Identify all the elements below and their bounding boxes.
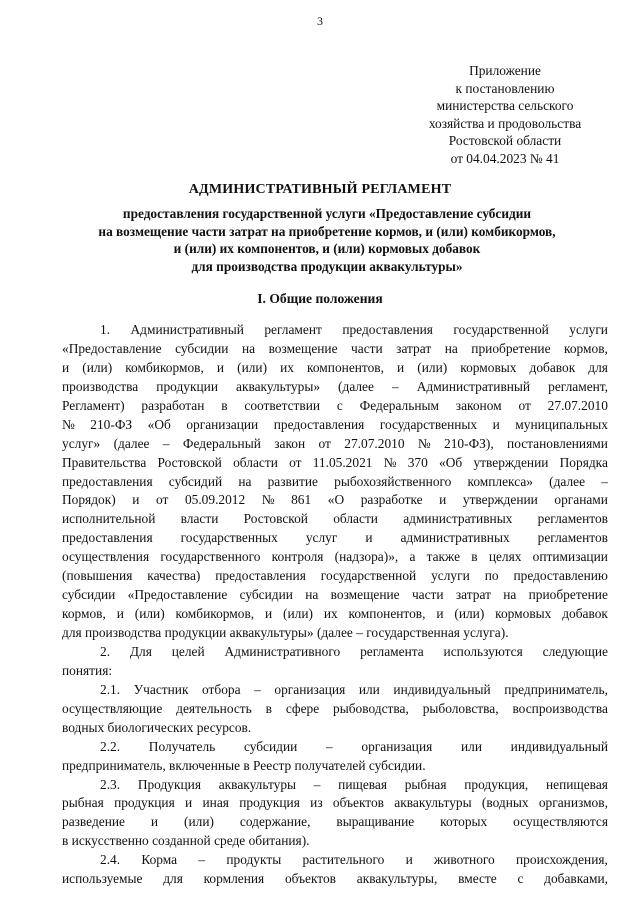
word: используемые xyxy=(62,871,143,887)
appendix-line: от 04.04.2023 № 41 xyxy=(450,150,560,166)
word: животного xyxy=(434,852,495,868)
word: регламента xyxy=(360,643,424,659)
body-line xyxy=(62,851,608,870)
word: осуществляются xyxy=(513,814,608,830)
word: по xyxy=(484,568,499,584)
body-line xyxy=(62,529,608,548)
word: административных xyxy=(403,511,513,527)
body-line xyxy=(62,605,608,624)
appendix-line: Ростовской области xyxy=(448,133,562,149)
word: 210-ФЗ xyxy=(90,416,133,432)
body-line xyxy=(62,321,608,340)
word: постановлениями xyxy=(507,435,608,451)
word: (или) xyxy=(184,814,214,830)
body-line xyxy=(62,681,608,700)
word: из xyxy=(310,795,323,811)
word: Для xyxy=(129,643,152,659)
word: (или) xyxy=(237,359,268,375)
word: области xyxy=(333,511,378,527)
word: на xyxy=(241,340,256,356)
word: области xyxy=(233,454,278,470)
word: а xyxy=(409,549,416,565)
word: оптимизации xyxy=(532,549,608,565)
word: соответствии xyxy=(244,397,321,413)
word: выращивание xyxy=(336,814,415,830)
word: Продукция xyxy=(137,776,201,792)
word: № xyxy=(261,492,275,508)
word: услуг» xyxy=(62,435,101,451)
body-line xyxy=(62,700,608,719)
word: – xyxy=(254,681,261,697)
word: комбикормов, xyxy=(175,606,255,622)
word: кормления xyxy=(203,871,265,887)
subtitle-line: предоставления государственной услуги «Предоставление субсидии xyxy=(122,206,532,221)
word: предоставления xyxy=(215,568,306,584)
word: на xyxy=(503,587,517,603)
word: приобретение xyxy=(471,340,551,356)
word: кормовых xyxy=(460,359,517,375)
word: № xyxy=(417,435,431,451)
word: от xyxy=(518,397,531,413)
word: (далее xyxy=(549,473,586,489)
word: разработан xyxy=(141,397,205,413)
word: рыбная xyxy=(404,776,447,792)
body-line xyxy=(62,643,608,662)
word: объектов xyxy=(284,871,337,887)
word: 2.2. xyxy=(100,738,121,754)
word: Федеральный xyxy=(182,435,261,451)
word: осуществляющие xyxy=(62,700,163,716)
word: Порядка xyxy=(559,454,608,470)
word: контроля xyxy=(271,549,324,565)
word: 27.07.2010 xyxy=(344,435,405,451)
word: регламентов xyxy=(537,511,608,527)
word: 370 xyxy=(407,454,428,470)
subtitle-line: для производства продукции аквакультуры» xyxy=(191,258,463,274)
word: (или) xyxy=(283,606,313,622)
word: № xyxy=(62,416,75,432)
word: Административный xyxy=(416,378,531,394)
word: 861 xyxy=(291,492,312,508)
word: Регламент) xyxy=(62,397,125,413)
word: с xyxy=(517,871,524,887)
word: «О xyxy=(327,492,345,508)
section-heading: I. Общие положения xyxy=(257,291,383,306)
word: рыбохозяйственного xyxy=(334,473,452,489)
word: кормов, xyxy=(564,340,608,356)
word: органами xyxy=(554,492,608,508)
appendix-line: к постановлению xyxy=(455,80,555,96)
body-line xyxy=(62,378,608,397)
word: организация xyxy=(361,738,433,754)
word: (или) xyxy=(82,359,113,375)
word: рыболовства, xyxy=(422,700,499,716)
word: аквакультуры xyxy=(218,776,297,792)
word: и xyxy=(62,359,70,375)
word: от xyxy=(318,435,331,451)
word: законом xyxy=(455,397,502,413)
word: государственных xyxy=(180,530,278,546)
word: для xyxy=(163,871,183,887)
word: Федеральным xyxy=(359,397,439,413)
body-line xyxy=(62,416,608,435)
word: субсидии xyxy=(175,340,229,356)
body-line xyxy=(62,491,608,510)
body-line xyxy=(62,548,608,567)
word: и xyxy=(150,814,159,830)
word: «Предоставление xyxy=(127,587,228,603)
word: и xyxy=(492,416,500,432)
word: используются xyxy=(443,643,523,659)
word: производства xyxy=(62,378,139,394)
body-text xyxy=(62,321,608,889)
word: Корма xyxy=(141,852,178,868)
word: разведение xyxy=(62,814,125,830)
word: – xyxy=(391,378,399,394)
word: возмещение xyxy=(330,587,400,603)
subtitle-line: на возмещение части затрат на приобретение кормов, и (или) комбикормов, xyxy=(98,223,556,239)
word: качества) xyxy=(147,568,201,584)
word: части xyxy=(411,587,444,603)
word: вместе xyxy=(458,871,497,887)
word: продукция, xyxy=(464,776,529,792)
word: кормов, xyxy=(62,606,106,622)
word: (или) xyxy=(134,606,165,622)
body-line xyxy=(62,813,608,832)
word: следующие xyxy=(542,643,608,659)
word: предоставления xyxy=(62,473,153,489)
word: добавками, xyxy=(544,871,608,887)
word: организации xyxy=(186,416,259,432)
word: 2.3. xyxy=(100,776,121,792)
word: государственной xyxy=(320,568,417,584)
word: Административный xyxy=(130,322,244,337)
word: 2.4. xyxy=(100,852,121,868)
word: от xyxy=(156,492,169,508)
word: индивидуальный xyxy=(393,681,491,697)
word: предоставления xyxy=(273,416,365,432)
word: приобретение xyxy=(528,587,608,603)
word: добавок xyxy=(529,359,576,375)
word: аквакультуры, xyxy=(356,871,438,887)
word: Административного xyxy=(224,643,341,659)
word: – xyxy=(326,738,333,754)
word: Порядок) xyxy=(62,492,116,508)
word: (повышения xyxy=(62,568,133,584)
word: предоставления xyxy=(62,530,153,546)
word: субсидий xyxy=(168,473,223,489)
word: которых xyxy=(440,814,488,830)
word: рыбная xyxy=(62,795,104,811)
word: возмещение xyxy=(268,340,338,356)
word: регламент xyxy=(264,322,322,337)
word: или xyxy=(358,681,380,697)
word: (водных xyxy=(481,795,529,811)
word: сфере xyxy=(285,700,320,716)
word: – xyxy=(162,435,170,451)
word: целей xyxy=(171,643,205,659)
word: организмов, xyxy=(538,795,608,811)
word: утверждении xyxy=(473,454,549,470)
word: и xyxy=(365,530,373,546)
word: также xyxy=(426,549,461,565)
word: услуг xyxy=(305,530,338,546)
word: целях xyxy=(488,549,522,565)
word: для xyxy=(588,359,608,375)
word: компонентов, xyxy=(348,606,426,622)
word: комплекса» xyxy=(467,473,533,489)
appendix-line: Приложение xyxy=(469,63,541,78)
word: на xyxy=(238,473,252,489)
word: от xyxy=(289,454,302,470)
word: 1. xyxy=(100,322,111,337)
word: «Предоставление xyxy=(62,340,162,356)
word: (или) xyxy=(417,359,448,375)
word: субсидии xyxy=(62,587,116,603)
word: государственного xyxy=(160,549,261,565)
word: субсидии xyxy=(239,587,293,603)
word: – xyxy=(313,776,321,792)
word: в xyxy=(265,700,272,716)
word: непищевая xyxy=(545,776,608,792)
word: (или) xyxy=(454,606,485,622)
word: кормовых xyxy=(495,606,552,622)
body-line xyxy=(62,435,608,454)
body-line xyxy=(62,738,608,757)
word: продукция xyxy=(239,795,300,811)
word: происхождения, xyxy=(516,852,608,868)
word: воспроизводства xyxy=(512,700,608,716)
word: предприниматель, xyxy=(504,681,608,697)
word: муниципальных xyxy=(515,416,608,432)
word: с xyxy=(336,397,343,413)
body-line xyxy=(62,359,608,378)
appendix-line: министерства сельского xyxy=(436,98,574,114)
body-line xyxy=(62,870,608,889)
word: 27.07.2010 xyxy=(547,397,608,413)
word: 05.09.2012 xyxy=(184,492,246,508)
word: их xyxy=(323,606,338,622)
document-subtitle xyxy=(60,205,594,275)
word: Получатель xyxy=(148,738,216,754)
body-line: понятия: xyxy=(62,662,113,678)
word: 2. xyxy=(100,643,111,659)
word: Ростовской xyxy=(243,511,308,527)
body-line xyxy=(62,473,608,492)
word: и xyxy=(439,492,447,508)
body-line xyxy=(62,397,608,416)
word: и xyxy=(116,606,124,622)
word: развитие xyxy=(267,473,318,489)
word: закон xyxy=(274,435,306,451)
word: и xyxy=(405,852,413,868)
word: индивидуальный xyxy=(510,738,608,754)
word: Правительства xyxy=(62,454,147,470)
word: субсидии xyxy=(243,738,298,754)
word: и xyxy=(264,606,273,622)
word: аквакультуры xyxy=(394,795,472,811)
word: затрат xyxy=(455,587,491,603)
word: растительного xyxy=(302,852,385,868)
word: предоставлению xyxy=(513,568,608,584)
word: предоставления xyxy=(342,322,433,337)
body-line xyxy=(62,567,608,586)
word: пищевая xyxy=(338,776,388,792)
word: на xyxy=(305,587,319,603)
appendix-line: хозяйства и продовольства xyxy=(428,115,582,131)
word: аквакультуры» xyxy=(236,378,321,394)
word: и xyxy=(436,606,444,622)
body-line xyxy=(62,776,608,795)
body-line xyxy=(62,510,608,529)
body-line: в искусственно созданной среде обитания). xyxy=(62,833,310,849)
word: комбикормов, xyxy=(125,359,204,375)
word: иная xyxy=(202,795,229,811)
word: организация xyxy=(274,681,346,697)
word: и xyxy=(397,359,405,375)
word: (далее xyxy=(113,435,150,451)
word: объектов xyxy=(332,795,384,811)
word: услуги xyxy=(431,568,470,584)
word: компонентов, xyxy=(307,359,384,375)
word: деятельность xyxy=(176,700,252,716)
word: 11.05.2021 xyxy=(312,454,373,470)
word: «Об xyxy=(439,454,463,470)
word: № xyxy=(383,454,397,470)
word: затрат xyxy=(396,340,432,356)
page-number: 3 xyxy=(317,14,323,28)
word: рыбоводства, xyxy=(333,700,409,716)
body-line xyxy=(62,454,608,473)
word: продукты xyxy=(226,852,282,868)
word: государственных xyxy=(379,416,478,432)
word: Ростовской xyxy=(157,454,222,470)
word: и xyxy=(185,795,193,811)
word: (надзора)», xyxy=(334,549,399,565)
body-line xyxy=(62,794,608,813)
word: «Об xyxy=(147,416,171,432)
word: или xyxy=(460,738,482,754)
word: (далее xyxy=(338,378,374,394)
word: продукция xyxy=(114,795,175,811)
body-line: водных биологических ресурсов. xyxy=(62,719,252,735)
body-line: предприниматель, включенные в Реестр получателей субсидии. xyxy=(62,757,426,773)
word: добавок xyxy=(562,606,608,622)
word: регламентов xyxy=(537,530,608,546)
word: разработке xyxy=(360,492,423,508)
word: Участник xyxy=(133,681,189,697)
word: продукции xyxy=(156,378,218,394)
word: и xyxy=(132,492,140,508)
word: утверждении xyxy=(462,492,538,508)
word: их xyxy=(280,359,294,375)
word: 2.1. xyxy=(100,681,121,697)
word: государственной xyxy=(453,322,549,337)
word: на xyxy=(444,340,458,356)
word: в xyxy=(221,397,228,413)
appendix-block xyxy=(400,62,610,168)
word: содержание, xyxy=(239,814,311,830)
word: – xyxy=(198,852,206,868)
word: – xyxy=(601,473,608,489)
body-line: для производства продукции аквакультуры» (далее – государственная услуга). xyxy=(62,625,509,640)
body-line xyxy=(62,340,608,359)
word: власти xyxy=(180,511,219,527)
word: 210-ФЗ), xyxy=(444,435,494,451)
word: исполнительной xyxy=(62,511,156,527)
word: отбора xyxy=(202,681,241,697)
word: осуществления xyxy=(62,549,150,565)
word: регламент, xyxy=(548,378,608,394)
body-line xyxy=(62,586,608,605)
subtitle-line: и (или) их компонентов, и (или) кормовых добавок xyxy=(173,241,481,256)
word: части xyxy=(351,340,383,356)
document-title: АДМИНИСТРАТИВНЫЙ РЕГЛАМЕНТ xyxy=(188,182,452,197)
word: административных xyxy=(400,530,510,546)
word: и xyxy=(216,359,225,375)
word: в xyxy=(471,549,478,565)
word: услуги xyxy=(569,322,608,337)
